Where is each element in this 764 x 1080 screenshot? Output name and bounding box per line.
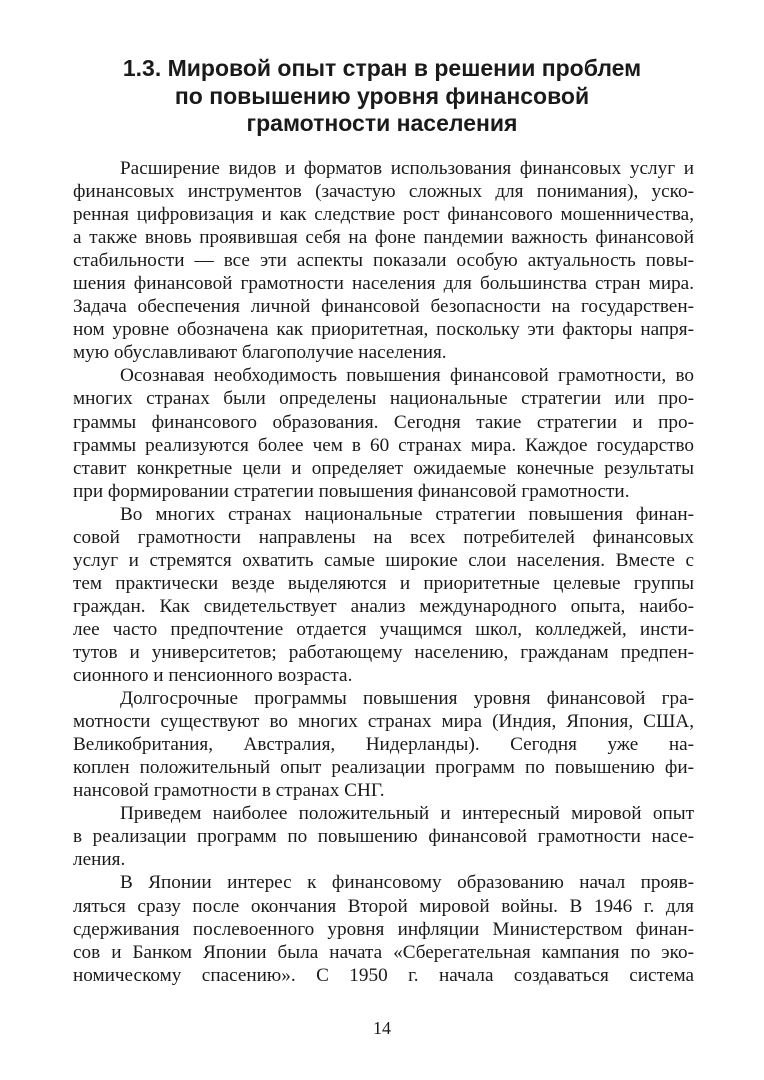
text-line: мую обуславливают благополучие населения. [73,342,447,364]
text-line: граждан. Как свидетельствует анализ международного опыта, наибо- [73,595,694,617]
text-line: нансовой грамотности в странах СНГ. [73,780,385,802]
text-line: Долгосрочные программы повышения уровня финансовой гра- [120,688,694,710]
text-line: тутов и университетов; работающему населению, гражданам предпен- [73,641,694,663]
text-line: при формировании стратегии повышения финансовой грамотности. [73,480,630,502]
text-line: шения финансовой грамотности населения для большинства стран мира. [73,273,694,295]
paragraph-2 [73,364,694,502]
text-line: Расширение видов и форматов использования финансовых услуг и [120,158,694,179]
text-line: Великобритания, Австралия, Нидерланды). Сегодня уже на- [73,734,694,756]
text-line: Во многих странах национальные стратегии повышения финан- [120,503,694,525]
text-line: граммы реализуются более чем в 60 странах мира. Каждое государство [73,434,694,456]
text-line: тем практически везде выделяются и приоритетные целевые группы [73,572,694,594]
text-line: граммы финансового образования. Сегодня такие стратегии и про- [73,411,694,433]
text-line: Задача обеспечения личной финансовой безопасности на государствен- [73,296,694,318]
page-number: 14 [373,1018,391,1038]
text-line: номическому спасению». С 1950 г. начала создаваться система [73,964,694,986]
text-line: многих странах были определены национальные стратегии или про- [73,388,694,410]
text-line: ренная цифровизация и как следствие рост финансового мошенничества, [73,204,694,226]
section-heading [60,55,704,138]
text-line: ном уровне обозначена как приоритетная, поскольку эти факторы напря- [73,319,694,341]
text-line: финансовых инструментов (зачастую сложных для понимания), уско- [73,181,694,203]
heading-line: по повышению уровня финансовой [174,82,590,109]
text-line: стабильности — все эти аспекты показали особую актуальность повы- [73,250,694,272]
paragraph-1 [73,157,694,364]
text-line: а также вновь проявившая себя на фоне пандемии важность финансовой [73,227,694,249]
text-line: услуг и стремятся охватить самые широкие слои населения. Вместе с [73,549,694,571]
text-line: совой грамотности направлены на всех потребителей финансовых [73,526,694,548]
text-line: ления. [73,849,126,871]
body-text [73,157,694,987]
paragraph-5 [73,802,694,871]
text-line: лее часто предпочтение отдается учащимся школ, колледжей, инсти- [73,618,694,640]
text-line: Приведем наиболее положительный и интересный мировой опыт [120,803,694,825]
heading-line: грамотности населения [246,110,518,136]
heading-line: 1.3. Мировой опыт стран в решении проблем [122,55,642,81]
text-line: в реализации программ по повышению финансовой грамотности насе- [73,826,694,848]
text-line: сдерживания послевоенного уровня инфляции Министерством финан- [73,918,694,940]
text-line: сов и Банком Японии была начата «Сберегательная кампания по эко- [73,941,694,963]
text-line: коплен положительный опыт реализации программ по повышению фи- [73,757,694,779]
paragraph-3 [73,503,694,687]
text-line: сионного и пенсионного возраста. [73,665,353,687]
paragraph-6 [73,871,694,986]
paragraph-4 [73,687,694,802]
text-line: мотности существуют во многих странах мира (Индия, Япония, США, [73,711,694,733]
text-line: ляться сразу после окончания Второй мировой войны. В 1946 г. для [73,895,694,917]
text-line: Осознавая необходимость повышения финансовой грамотности, во [120,365,694,387]
text-line: ставит конкретные цели и определяет ожидаемые конечные результаты [73,457,694,479]
text-line: В Японии интерес к финансовому образованию начал прояв- [120,872,694,894]
